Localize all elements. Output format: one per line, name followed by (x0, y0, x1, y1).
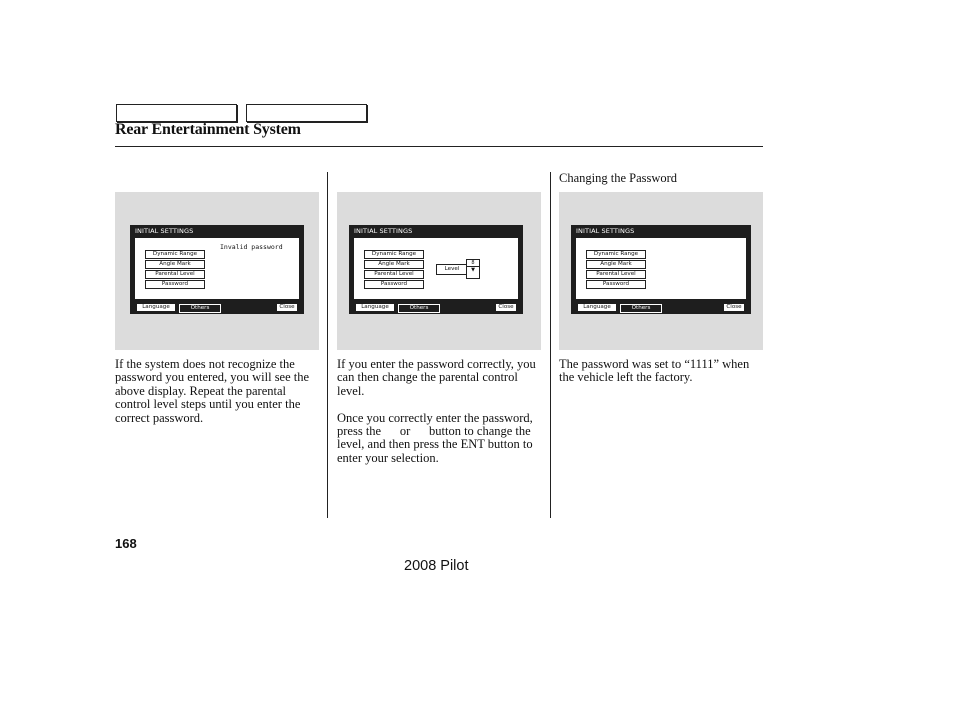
language-button[interactable]: Language (578, 304, 616, 311)
close-button[interactable]: Close (724, 304, 744, 311)
column-divider-2 (550, 172, 551, 518)
others-button[interactable]: Others (398, 304, 440, 313)
menu-item-angle-mark[interactable]: Angle Mark (364, 260, 424, 269)
screen-content (354, 238, 518, 299)
paragraph: If the system does not recognize the password you entered, you will see the above display. Repeat the parental control level steps until you enter the correct password. (115, 357, 310, 425)
settings-menu (145, 250, 205, 290)
menu-item-parental-level[interactable]: Parental Level (364, 270, 424, 279)
close-button[interactable]: Close (496, 304, 516, 311)
screen-title: INITIAL SETTINGS (354, 227, 413, 235)
menu-item-parental-level[interactable]: Parental Level (586, 270, 646, 279)
settings-menu (364, 250, 424, 290)
screen-title: INITIAL SETTINGS (576, 227, 635, 235)
screen-content (135, 238, 299, 299)
settings-menu (586, 250, 646, 290)
menu-item-parental-level[interactable]: Parental Level (145, 270, 205, 279)
changing-password-heading: Changing the Password (559, 171, 678, 185)
column-divider-1 (327, 172, 328, 518)
paragraph: If you enter the password correctly, you can then change the parental control level. (337, 357, 536, 398)
paragraph: Once you correctly enter the password, press the or button to change the level, and then press the ENT button to enter your selection. (337, 410, 533, 465)
display-screen (571, 225, 751, 314)
header-tab-box-2 (246, 104, 367, 122)
menu-item-dynamic-range[interactable]: Dynamic Range (586, 250, 646, 259)
footer-model-name: 2008 Pilot (404, 558, 469, 574)
column-1-text (115, 358, 320, 438)
display-screen (130, 225, 304, 314)
menu-item-dynamic-range[interactable]: Dynamic Range (145, 250, 205, 259)
screen-button-bar (354, 302, 518, 313)
chevron-down-icon[interactable]: ▼ (471, 267, 475, 273)
invalid-password-message: Invalid password (220, 243, 283, 251)
screen-illustration-2 (337, 192, 541, 350)
screen-title: INITIAL SETTINGS (135, 227, 194, 235)
level-spinner[interactable] (466, 259, 480, 279)
menu-item-dynamic-range[interactable]: Dynamic Range (364, 250, 424, 259)
column-2-text (337, 358, 542, 479)
paragraph: The password was set to “1111” when the vehicle left the factory. (559, 357, 750, 385)
page-number: 168 (115, 536, 137, 551)
language-button[interactable]: Language (356, 304, 394, 311)
header-tab-box-1 (116, 104, 237, 122)
close-button[interactable]: Close (277, 304, 297, 311)
menu-item-angle-mark[interactable]: Angle Mark (586, 260, 646, 269)
menu-item-password[interactable]: Password (145, 280, 205, 289)
column-3-text (559, 358, 764, 398)
screen-illustration-3 (559, 192, 763, 350)
header-rule (115, 146, 763, 147)
menu-item-password[interactable]: Password (364, 280, 424, 289)
language-button[interactable]: Language (137, 304, 175, 311)
screen-button-bar (135, 302, 299, 313)
section-title: Rear Entertainment System (115, 121, 301, 138)
menu-item-angle-mark[interactable]: Angle Mark (145, 260, 205, 269)
level-value: 8 (467, 260, 479, 267)
others-button[interactable]: Others (179, 304, 221, 313)
level-label: Level (436, 264, 468, 275)
display-screen (349, 225, 523, 314)
others-button[interactable]: Others (620, 304, 662, 313)
menu-item-password[interactable]: Password (586, 280, 646, 289)
screen-illustration-1 (115, 192, 319, 350)
screen-button-bar (576, 302, 746, 313)
screen-content (576, 238, 746, 299)
